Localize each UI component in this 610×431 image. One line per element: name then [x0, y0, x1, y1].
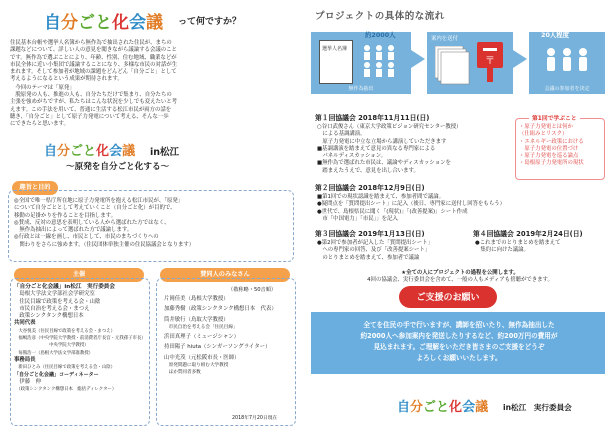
meeting4-title: 第４回協議会 2019年2月24日(日) [473, 230, 583, 238]
intro-text: 住民基本台帳や選挙人名簿から無作為で抽出された住民が、まちの 課題などについて、詳しい人の意見を聞きながら議論する会議のこと です。無作為で選ぶことにより、年齢、性別、住む地域、職業などが 市民全体に近い小集団で議論することになり、多様な市民の対話が生 まれます。そして参加者が地域の課題をどんどん「自分ごと」として 考えるようになるという成果が期待されます。 今回のテーマは「原発」 脱原発の人も、推進の人も、自分たちだけで集まり、自分たちの 主張を強めがちですが、私たちはこんな状況を少しでも変えたいと考 えます。この手法を用いて、普通に生活する松江市民が両方の話を 聴き、「自分ごと」として原子力発電について考える、そんな一歩 にできたらと思います。 [10, 40, 178, 128]
members-icon [543, 44, 591, 84]
envelopes-icon [435, 46, 471, 90]
meeting3-text: ●第2回で参加者が記入した「質問提出シート」 への専門家の回答、及び「改善提案シート」 のとりまとめを踏まえて、参加者で議論 [317, 240, 433, 261]
brand-tail: って何ですか？ [178, 17, 242, 27]
public-note: ★全ての人にプロジェクトの過程を公開します。 4回の協議会、実行委員会を含めて、一般の人もメディアも傍聴ができます。 [367, 270, 553, 284]
arrow-icon [411, 50, 425, 72]
members-count: 20人程度 [541, 31, 570, 39]
appeal-title: ご支援のお願い [416, 293, 480, 303]
supporters-note: （敬称略・50音順） [228, 287, 277, 293]
people-icon [359, 40, 399, 80]
organizer-text: 「自分ごと化会議」in松江 実行委員会 島根大学法文学部社会学研究室 住民目線で政策を考える会・山陰 市民自治を考える会・まつえ 政策シンクタンク構想日本 共同代表 大谷悦美（住民目線で政策を考える会・まつえ） 福嶋浩彦（中央学院大学教授・前消費者庁長官・元我孫子市長） 中央学院大学教授） 毎熊浩一（島根大学法文学部准教授） 事務局長 新田ひとみ（住民目線で政策を考える会・山陰） 「自分ごと化会議」コーディネーター 伊藤 伸 （政策シンクタンク構想日本 総括ディレクター） [14, 284, 146, 393]
right-column [305, 0, 610, 431]
organizer-heading: 主催 [14, 268, 144, 282]
meeting3-title: 第３回協議会 2019年1月13日(日) [315, 230, 425, 238]
keyword-title: 第1回で学ぶこと [529, 113, 580, 122]
flow-title: プロジェクトの具体的な流れ [315, 11, 445, 22]
svg-text:〒: 〒 [485, 56, 495, 67]
meeting1-title: 第１回協議会 2018年11月11日(日) [315, 114, 430, 122]
subtitle: 〜原発を自分ごと化する〜 [66, 162, 170, 172]
keyword-text: ・原子力発電とは何か （仕組みとリスク） ・エネルギー政策における 原子力発電の位置づけ ・原子力発電を巡る論点 ・島根原子力発電所の現状 [519, 124, 584, 167]
appeal-text: 全てを住民の手で行いますが、講師を招いたり、無作為抽出した 約2000人へ参加案内を発送したりするなど、約200万円の費用が 見込まれます。ご理解をいただき皆さまのご支援をどうぞ よろしくお願いいたします。 [360, 321, 558, 362]
brand-logo-2: 自分ごと化会議 [44, 144, 136, 159]
invite-label: 案内を送付 [431, 36, 458, 42]
purpose-heading: 趣旨と目的 [12, 181, 58, 195]
members-label: 会議の参加者を決定 [544, 86, 590, 92]
arrow-icon-2 [513, 50, 527, 72]
supporters-heading: 賛同人のみなさん [160, 268, 290, 282]
random-label: 無作為抽出 [348, 86, 374, 92]
brand-logo: 自分ごと化会議 [44, 13, 163, 33]
footer-brand-logo: 自分ごと化会議 [397, 400, 489, 415]
register-doc [319, 40, 353, 84]
meeting1-text: ○谷口武俊さん（東京大学政策ビジョン研究センター教授） による基調講演。 原子力発電に中立な立場から講演していただきます ■基調講演を踏まえて意見の異なる専門家による パネルディスカッション。 ■無作為で選ばれた市民は、議論やディスカッションを 踏まえたうえで、意見を出し合います。 [317, 124, 462, 174]
date-note: 2018年7月20日現在 [232, 416, 278, 421]
postbox-icon [473, 40, 507, 88]
supporters-text: 片岡佳美（島根大学教授） 加藤秀樹（政策シンクタンク構想日本 代表） 筒井敏行（鳥取大学教授） 市民自治を考える会「住民目線」 浜田真理子（ミュージシャン） 持田陽子 hiuta（シンガーソングライター） 山中光茂（元松阪市長・医師） 原発問題に取り組む大学教授 ほか賛同者多数 [164, 296, 277, 376]
meeting2-title: 第２回協議会 2018年12月9日(日) [315, 184, 425, 192]
meeting2-text: ■第1回での現状認識を踏まえて、参加者間で議論。 ●疑問点を「質問提出シート」に記入（後日、専門家に送付し回答をもらう） ●世代で、島根県民に聞く「(現状)」「(改善提案)」シート作成 市「中国電力」「市民」」を記入 [317, 194, 505, 222]
invite-count: 約2000人 [365, 31, 396, 39]
purpose-text: ◎全国で唯一県庁所在地に原子力発電所を抱える松江市民が、「原発」 について自分ごととして考えていくこと（自分ごと化）が目的で、 移動の足掛かりを作ることを目指します。 ◎賛成、反対の意思を表明している人から選ばれた方ではなく、 無作為抽出によって選ばれた方で議論します。 ◎行政とは一線を画し、市民として、市民のまちづくりへの 関わりをさらに強めます。（住民団体単独主催の住民協議会となります） [14, 198, 195, 248]
footer-tail: in松江 実行委員会 [503, 403, 572, 412]
register-label: 選挙人名簿 [322, 46, 348, 52]
brand2-tail: in松江 [150, 147, 180, 158]
left-column [0, 0, 300, 431]
meeting4-text: ●これまでのとりまとめを踏まえて 集約に向けた議論。 [475, 240, 561, 254]
